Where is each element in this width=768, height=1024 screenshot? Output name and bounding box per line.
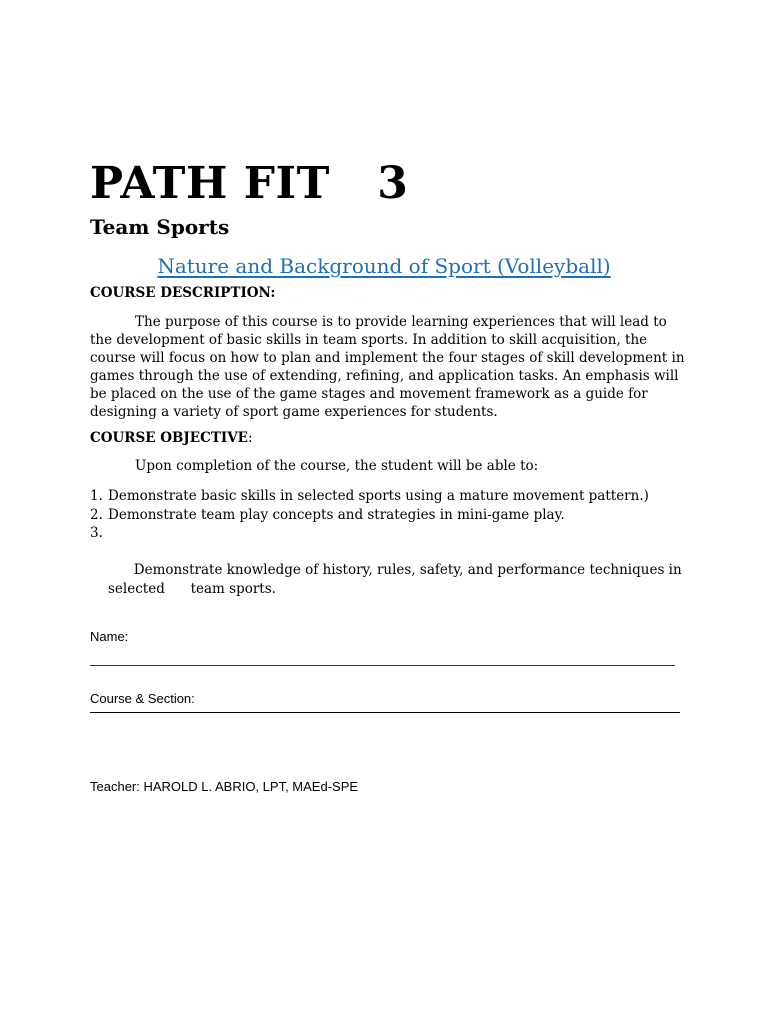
course-section-underline[interactable] (90, 712, 680, 713)
course-objective-label: COURSE OBJECTIVE (90, 430, 248, 446)
list-item (90, 506, 690, 525)
list-item-text: Demonstrate knowledge of history, rules, safety, and performance techniques in selected team sports. (108, 562, 686, 597)
objective-intro: Upon completion of the course, the student will be able to: (135, 458, 539, 474)
subtitle: Team Sports (90, 215, 230, 239)
list-item-text: Demonstrate team play concepts and strategies in mini-game play. (108, 506, 565, 523)
list-item-number: 3. (90, 525, 103, 541)
teacher-line: Teacher: HAROLD L. ABRIO, LPT, MAEd-SPE (90, 779, 359, 794)
list-item-number: 2. (90, 506, 103, 523)
course-description-text: The purpose of this course is to provide learning experiences that will lead to the development of basic skills in team sports. In addition to skill acquisition, the course will focus on how to plan and implement the four stages of skill development in games through the use of extending, refining, and application tasks. An emphasis will be placed on the use of the game stages and movement framework as a guide for designing a variety of sport game experiences for students. (90, 314, 685, 420)
name-label: Name: (90, 629, 129, 644)
course-description-label: COURSE DESCRIPTION: (90, 285, 276, 301)
list-item-text: Demonstrate basic skills in selected sports using a mature movement pattern.) (108, 488, 649, 504)
list-item-number: 1. (90, 488, 103, 504)
list-item (90, 487, 690, 506)
list-item (90, 524, 690, 617)
course-section-label: Course & Section: (90, 691, 195, 706)
topic-heading-text: Nature and Background of Sport (Volleyball) (157, 254, 611, 278)
objective-list (90, 487, 690, 617)
topic-heading (0, 254, 768, 278)
page-title: PATH FIT 3 (90, 158, 409, 209)
name-underline[interactable] (90, 665, 675, 666)
course-objective-colon: : (247, 430, 253, 446)
course-objective-heading (90, 430, 253, 446)
